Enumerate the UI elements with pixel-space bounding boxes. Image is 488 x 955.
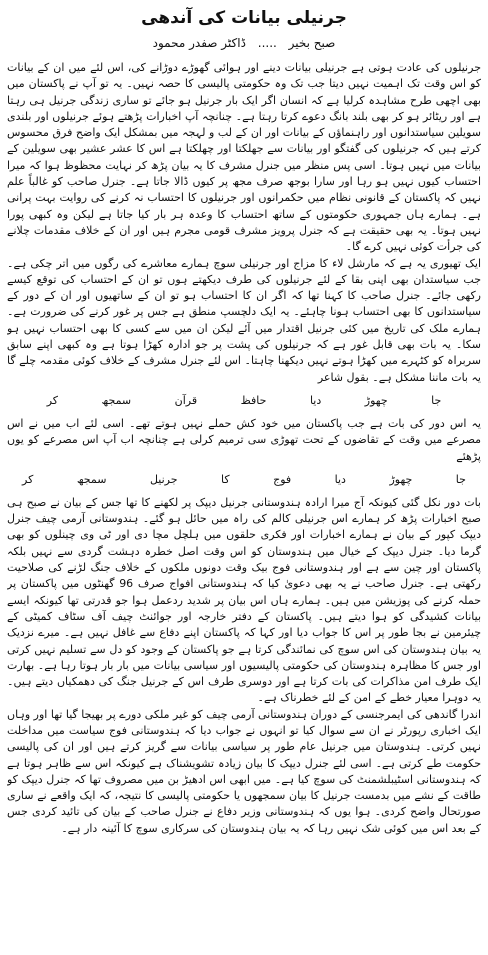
poetry-verse: جا چھوڑ دیا فوج کا جرنیل سمجھ کر: [22, 472, 466, 486]
paragraph: اندرا گاندھی کی ایمرجنسی کے دوران ہندوستانی آرمی چیف کو غیر ملکی دورے پر بھیجا گیا تھا اور وہاں ایک اخباری رپورٹر نے ان سے سوال کیا تو انہوں نے جواب دیا کہ ہندوستانی فوج سیاست میں مداخلت نہیں کرتی۔ ہندوستان میں جرنیل عام طور پر سیاسی بیانات سے گریز کرتے ہیں اور ان کی پالیسی حکومت طے کرتی ہے۔ اسی لئے جنرل دیپک کا بیان زیادہ تشویشناک ہے کیونکہ اس سے ظاہر ہوتا ہے کہ ہندوستانی اسٹیبلشمنٹ کی سوچ کیا ہے۔ میں ابھی اس ادھیڑ بن میں مصروف تھا کہ جنرل دیپک کو طاقت کے نشے میں بدمست جرنیل کا بیان سمجھوں یا حکومتی پالیسی کا نتیجہ، کہ ایک واقعے نے ساری صورتحال واضح کردی۔ ہوا یوں کہ ہندوستانی وزیر دفاع نے جنرل صاحب کے بیان کی تائید کردی جس کے بعد اس میں کوئی شک نہیں رہا کہ یہ بیان ہندوستان کی سرکاری سوچ کا آئینہ دار ہے۔: [7, 707, 481, 835]
poetry-verse: جا چھوڑ دیا حافظ قرآن سمجھ کر: [46, 393, 442, 407]
byline-prefix: صبح بخیر: [288, 36, 336, 50]
byline-author: ڈاکٹر صفدر محمود: [152, 36, 246, 50]
paragraph: یہ اس دور کی بات ہے جب پاکستان میں خود کش حملے نہیں ہوتے تھے۔ اسی لئے اب میں نے اس مصرعے میں وقت کے تقاضوں کے تحت تھوڑی سی ترمیم کرلی ہے چنانچہ اب آپ اس مصرعے کو یوں پڑھئے: [7, 416, 481, 463]
paragraph: بات دور نکل گئی کیونکہ آج میرا ارادہ ہندوستانی جرنیل دیپک پر لکھنے کا تھا جس کے بیان نے صبح ہی صبح اخبارات پڑھ کر ہمارے اس جرنیلی کالم کی راہ میں حائل ہو گئے۔ ہندوستانی آرمی چیف جنرل دیپک کپور کے بیان نے ہمارے اخبارات اور فکری حلقوں میں ہلچل مچا دی اور ٹی وی چینلوں کو بھی گرما دیا۔ جنرل دیپک کے خیال میں ہندوستان کو اس وقت اصل خطرہ دہشت گردی سے نہیں بلکہ پاکستان اور چین سے ہے اور ہندوستانی فوج بیک وقت دونوں ملکوں کے خلاف جنگ لڑنے کی صلاحیت رکھتی ہے۔ جنرل صاحب نے یہ بھی دعویٰ کیا کہ ہندوستانی افواج صرف 96 گھنٹوں میں پاکستان پر حملہ کرنے کی پوزیشن میں ہیں۔ ہمارے ہاں اس بیان پر شدید ردعمل ہوا جو قدرتی تھا کیونکہ ایسے بیانات کشیدگی کو ہوا دیتے ہیں۔ پاکستان کے دفتر خارجہ اور جوائنٹ چیف آف سٹاف کمیٹی کے چیئرمین نے بجا طور پر اس کا جواب دیا اور کہا کہ پاکستان اپنے دفاع سے غافل نہیں ہے۔ میرے نزدیک یہ بیان ہندوستان کی اس سوچ کی نمائندگی کرتا ہے جو پاکستان کے وجود کو دل سے تسلیم نہیں کرتی اور جس کا مظاہرہ ہندوستان کی حکومتی پالیسیوں اور سیاسی بیانات میں بار بار ہوتا رہا ہے۔ بھارت ایک طرف امن مذاکرات کی بات کرتا ہے اور دوسری طرف اس کے جرنیل جنگ کی دھمکیاں دیتے ہیں۔ یہ دوہرا معیار خطے کے امن کے لئے خطرناک ہے۔: [7, 495, 481, 705]
byline: [0, 34, 488, 52]
article-body: [7, 60, 481, 950]
paragraph: ایک تھیوری یہ ہے کہ مارشل لاء کا مزاج اور جرنیلی سوچ ہمارے معاشرے کی رگوں میں اتر چکی ہے۔ جب سیاستدان بھی اپنی بقا کے لئے جرنیلوں کی طرف دیکھتے ہوں تو ان کے احتساب کی توقع کیسے رکھی جائے۔ جنرل صاحب کا کہنا تھا کہ اگر ان کا احتساب ہو تو ان کے ساتھیوں اور ان کے دور کے سیاستدانوں کا بھی احتساب ہونا چاہئے۔ یہ ایک دلچسپ منطق ہے جس پر غور کرنے کی ضرورت ہے۔ ہمارے ملک کی تاریخ میں کئی جرنیل اقتدار میں آئے لیکن ان میں سے کسی کا بھی احتساب نہیں ہو سکا۔ یہ بات بھی قابل غور ہے کہ جرنیلوں کی پشت پر جو ادارہ کھڑا ہوتا ہے وہ کبھی اپنے سابق سربراہ کو کٹہرے میں کھڑا ہوتے نہیں دیکھنا چاہتا۔ اس لئے جنرل مشرف کے خلاف کوئی مقدمہ چلے گا یہ بات ماننا مشکل ہے۔ بقول شاعر: [7, 256, 481, 384]
paragraph: جرنیلوں کی عادت ہوتی ہے جرنیلی بیانات دینے اور ہوائی گھوڑے دوڑانے کی، اس لئے میں ان کے بیانات کو اس وقت تک اہمیت نہیں دیتا جب تک وہ حکومتی پالیسی کا حصہ نہیں۔ یہ تو آپ نے پاکستان میں بھی اچھی طرح مشاہدہ کرلیا ہے کہ انسان اگر ایک بار جرنیل ہو جائے تو ساری زندگی جرنیل ہی رہتا ہے اور ریٹائر ہو کر بھی بلند بانگ دعوے کرتا رہتا ہے۔ چنانچہ آپ اخبارات پڑھتے ہوئے جرنیلوں اور بلندی سویلین سیاستدانوں اور راہنماؤں کے بیانات اور ان کے لب و لہجہ میں بمشکل ایک واضح فرق محسوس کرتے ہیں کہ جرنیلوں کی گفتگو اور بیانات سے جھلکتا اور چھلکتا ہے اس کا عشر عشیر بھی سویلین کے بیانات میں نہیں ہوتا۔ اسی پس منظر میں جنرل مشرف کا یہ بیان پڑھ کر نہایت محظوظ ہوا کہ میرا احتساب کیوں نہیں ہو رہا اور سارا بوجھ صرف مجھ پر کیوں ڈالا جاتا ہے۔ جنرل صاحب کو غالباً علم نہیں کہ پاکستان کے قانونی نظام میں حکمرانوں اور جرنیلوں کا احتساب نہ کرنے کی روایت بہت پرانی ہے۔ ہمارے ہاں جمہوری حکومتوں کے ساتھ احتساب کا وعدہ ہر بار کیا جاتا ہے لیکن وہ کبھی پورا نہیں ہوتا۔ یہ بھی حقیقت ہے کہ جنرل پرویز مشرف قومی مجرم ہیں اور ان کے خلاف مقدمات چلانے کی جرأت کوئی نہیں کرے گا۔: [7, 61, 481, 254]
byline-dots: .....: [257, 36, 277, 50]
article-title: جرنیلی بیانات کی آندھی: [141, 8, 347, 28]
